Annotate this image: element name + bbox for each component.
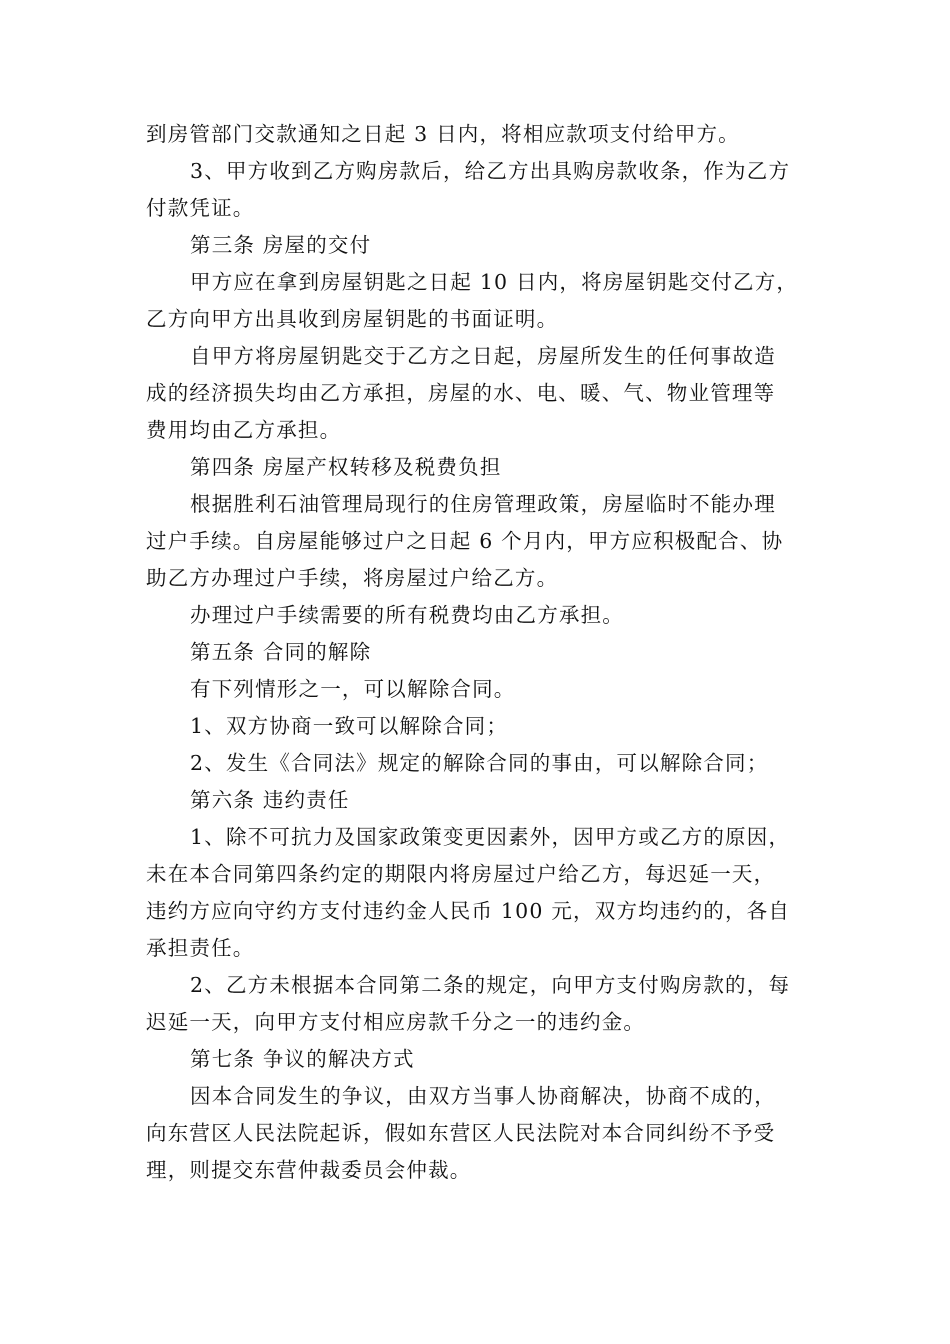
- text-line: 助乙方办理过户手续，将房屋过户给乙方。: [146, 566, 559, 590]
- text-line: 承担责任。: [146, 936, 255, 960]
- text-line: 迟延一天，向甲方支付相应房款千分之一的违约金。: [146, 1010, 646, 1034]
- section-heading: 第六条 违约责任: [190, 788, 350, 812]
- section-heading: 第三条 房屋的交付: [190, 233, 372, 257]
- text-line: 过户手续。自房屋能够过户之日起 6 个月内，甲方应积极配合、协: [146, 529, 784, 553]
- text-line: 3、甲方收到乙方购房款后，给乙方出具购房款收条，作为乙方: [190, 159, 791, 183]
- text-line: 1、双方协商一致可以解除合同；: [190, 714, 509, 738]
- section-heading: 第五条 合同的解除: [190, 640, 372, 664]
- text-line: 有下列情形之一，可以解除合同。: [190, 677, 516, 701]
- text-line: 2、发生《合同法》规定的解除合同的事由，可以解除合同；: [190, 751, 769, 775]
- text-line: 根据胜利石油管理局现行的住房管理政策，房屋临时不能办理: [190, 492, 776, 516]
- section-heading: 第七条 争议的解决方式: [190, 1047, 415, 1071]
- text-line: 到房管部门交款通知之日起 3 日内，将相应款项支付给甲方。: [146, 122, 740, 146]
- text-line: 甲方应在拿到房屋钥匙之日起 10 日内，将房屋钥匙交付乙方，: [190, 270, 799, 294]
- section-heading: 第四条 房屋产权转移及税费负担: [190, 455, 502, 479]
- text-line: 付款凭证。: [146, 196, 255, 220]
- text-line: 2、乙方未根据本合同第二条的规定，向甲方支付购房款的，每: [190, 973, 791, 997]
- text-line: 向东营区人民法院起诉，假如东营区人民法院对本合同纠纷不予受: [146, 1121, 776, 1145]
- text-line: 乙方向甲方出具收到房屋钥匙的书面证明。: [146, 307, 559, 331]
- text-line: 办理过户手续需要的所有税费均由乙方承担。: [190, 603, 624, 627]
- text-line: 理，则提交东营仲裁委员会仲裁。: [146, 1158, 472, 1182]
- text-line: 因本合同发生的争议，由双方当事人协商解决，协商不成的，: [190, 1084, 776, 1108]
- text-line: 1、除不可抗力及国家政策变更因素外，因甲方或乙方的原因，: [190, 825, 791, 849]
- text-line: 费用均由乙方承担。: [146, 418, 342, 442]
- document-page: [146, 116, 808, 1189]
- text-line: 成的经济损失均由乙方承担，房屋的水、电、暖、气、物业管理等: [146, 381, 776, 405]
- text-line: 未在本合同第四条约定的期限内将房屋过户给乙方，每迟延一天，: [146, 862, 776, 886]
- text-line: 自甲方将房屋钥匙交于乙方之日起，房屋所发生的任何事故造: [190, 344, 776, 368]
- text-line: 违约方应向守约方支付违约金人民币 100 元，双方均违约的，各自: [146, 899, 791, 923]
